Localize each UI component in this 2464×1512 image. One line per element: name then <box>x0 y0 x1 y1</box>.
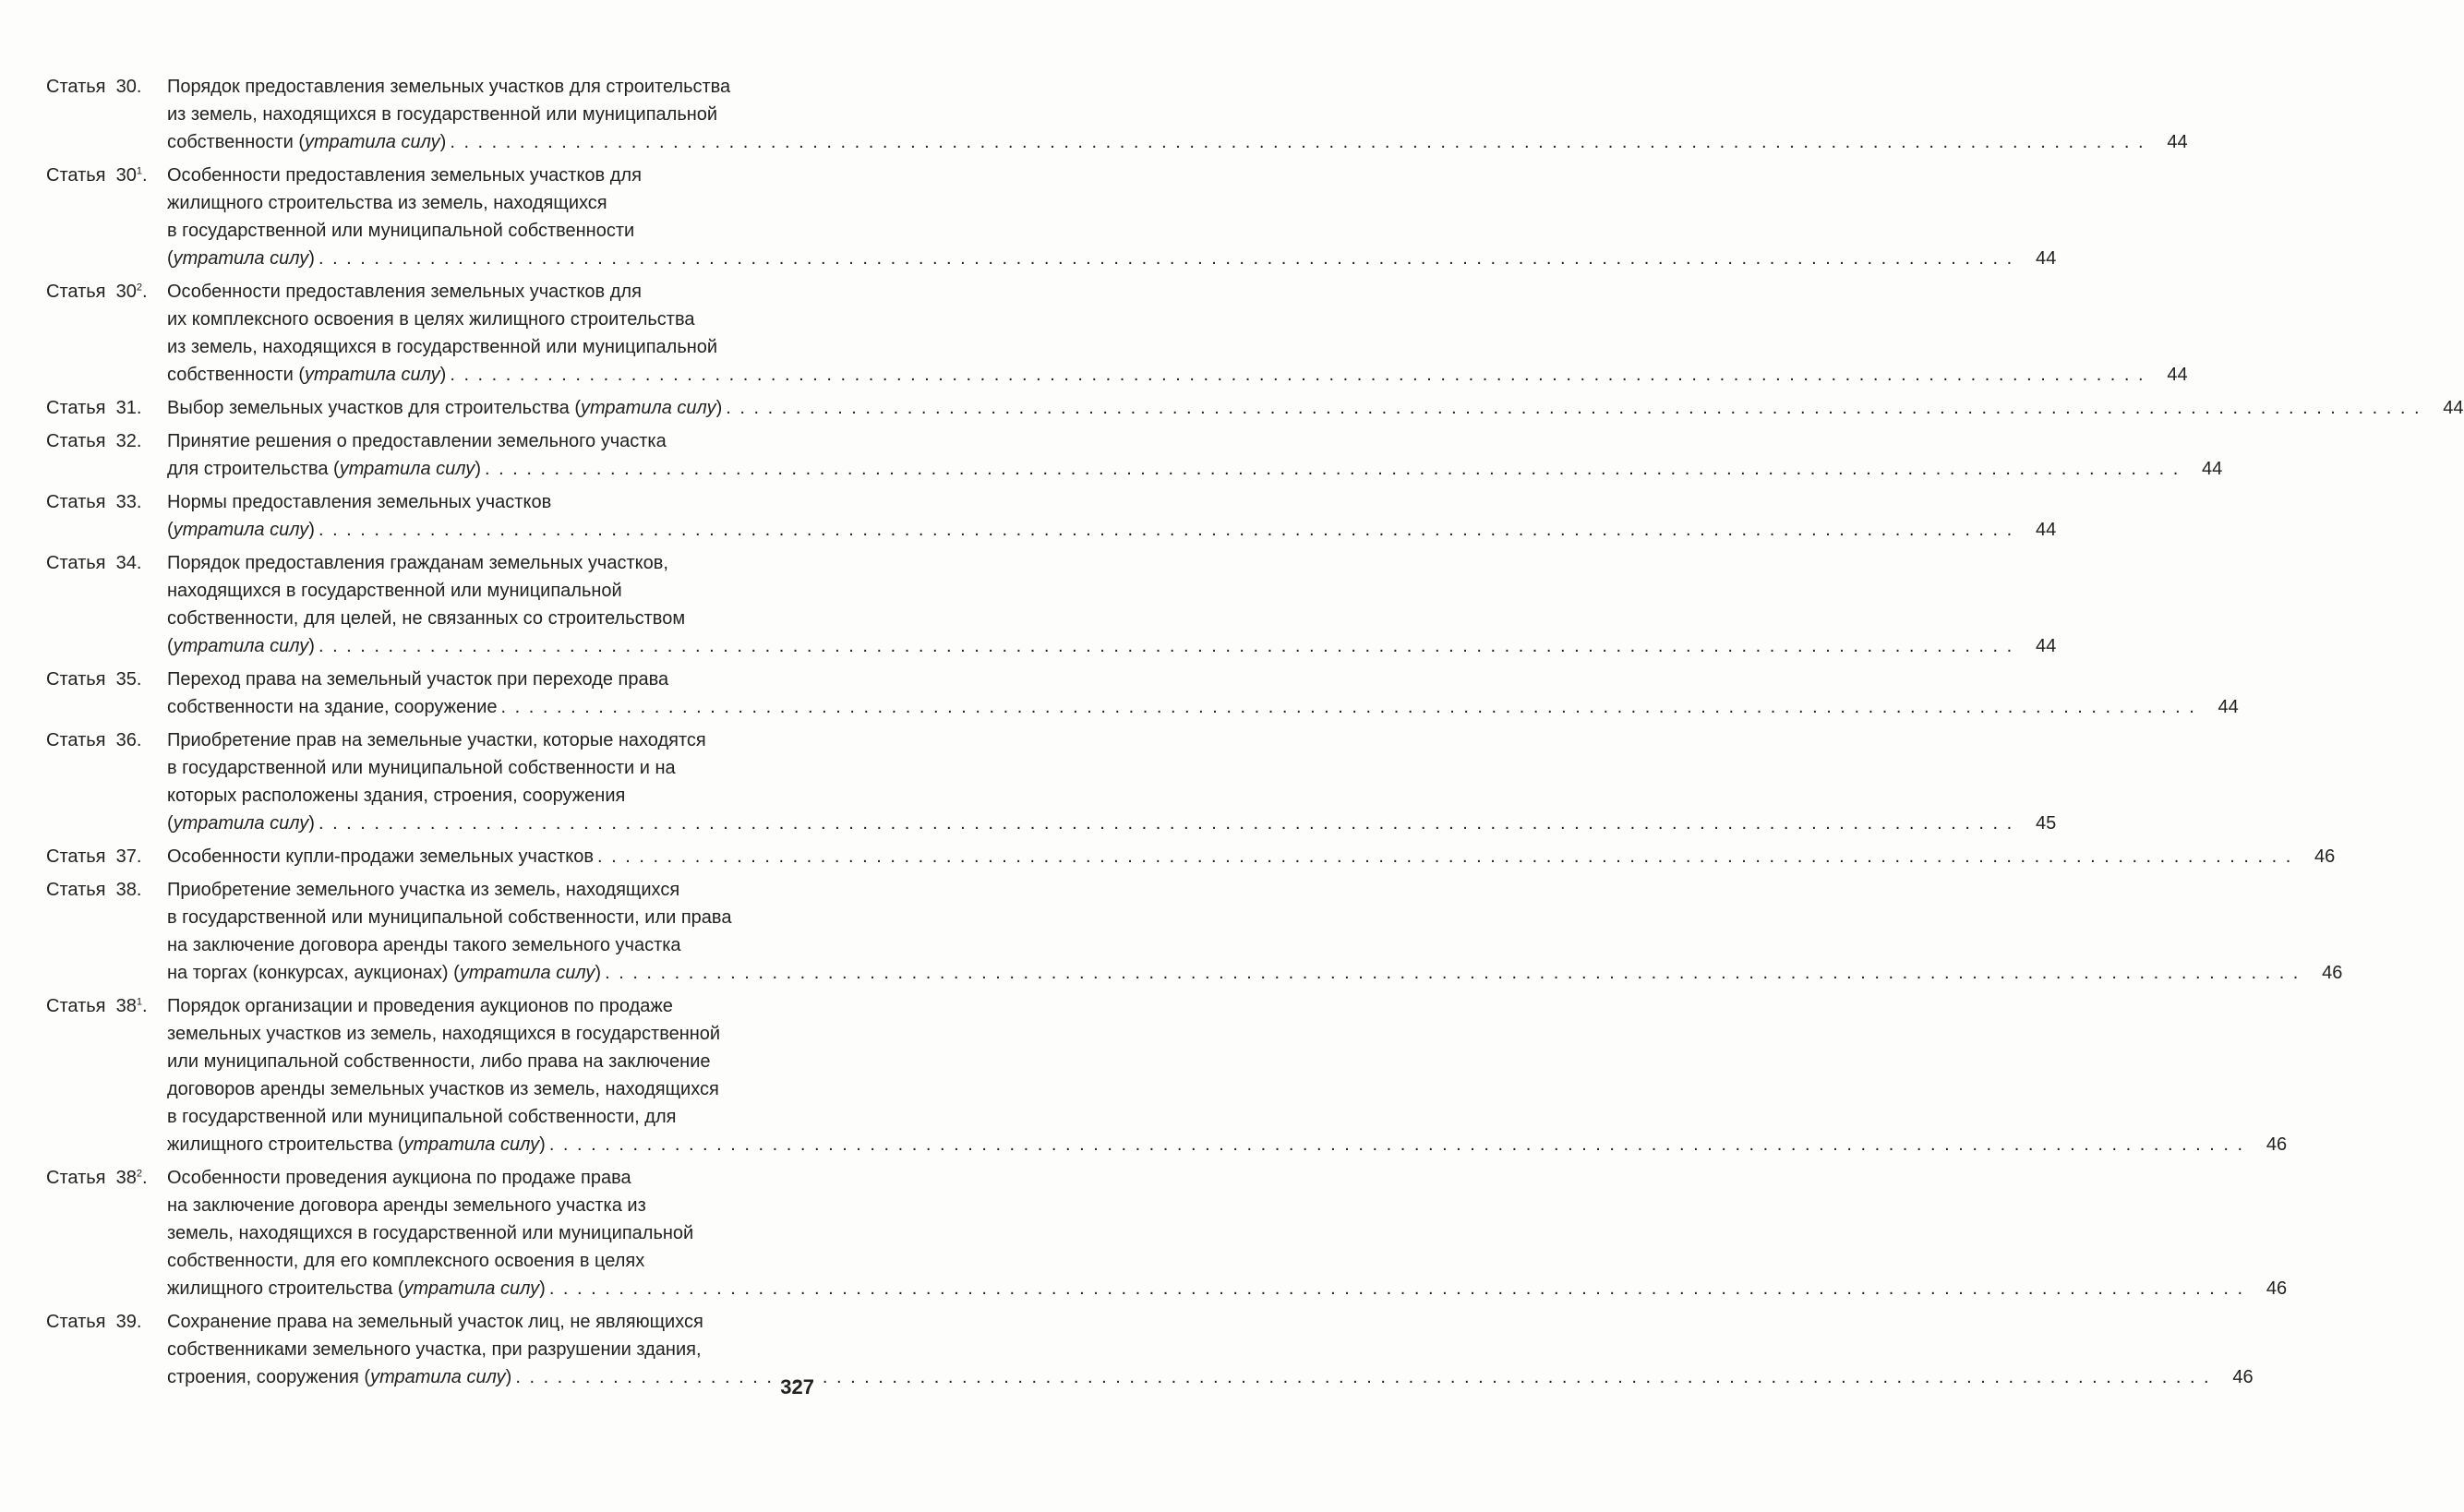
article-label: Статья <box>46 669 106 690</box>
title-line: которых расположены здания, строения, сооружения <box>167 786 626 806</box>
title-line: Порядок предоставления гражданам земельных участков, <box>167 553 668 573</box>
title-line: жилищного строительства из земель, находящихся <box>167 193 607 213</box>
dot-leader <box>319 810 2013 837</box>
dot-leader <box>515 1363 2210 1391</box>
article-label: Статья <box>46 553 106 573</box>
title-line: Сохранение права на земельный участок лиц, не являющихся <box>167 1312 703 1332</box>
toc-entry <box>46 1308 2254 1391</box>
article-label: Статья <box>46 77 106 97</box>
repealed-note: утратила силу <box>173 636 309 656</box>
table-of-contents <box>46 73 2464 1397</box>
page-reference: 44 <box>2167 365 2188 385</box>
article-label: Статья <box>46 1168 106 1188</box>
repealed-note: утратила силу <box>305 365 440 385</box>
article-number: Статья 32. <box>46 431 142 451</box>
title-line: на заключение договора аренды земельного участка из <box>167 1195 646 1216</box>
title-line: собственности, для его комплексного освоения в целях <box>167 1251 645 1271</box>
title-line: земельных участков из земель, находящихся в государственной <box>167 1024 721 1044</box>
article-num: 39 <box>115 1312 137 1332</box>
title-line: земель, находящихся в государственной или муниципальной <box>167 1223 694 1243</box>
dot-leader <box>726 394 2421 422</box>
title-line: собственниками земельного участка, при разрушении здания, <box>167 1339 702 1360</box>
page-reference: 46 <box>2322 963 2343 983</box>
page-reference: 45 <box>2035 813 2057 834</box>
article-num: 37 <box>115 846 137 867</box>
article-number: Статья $30^1$. <box>46 165 148 186</box>
page-reference: 44 <box>2202 459 2223 479</box>
repealed-note: утратила силу <box>339 459 475 479</box>
dot-leader <box>450 128 2145 156</box>
title-text: жилищного строительства <box>167 1278 398 1299</box>
article-num: 38 <box>115 996 137 1016</box>
title-line: на заключение договора аренды такого земельного участка <box>167 935 681 955</box>
title-last-line: (утратила силу) . . . 44 <box>167 245 2056 272</box>
article-number: Статья $38^1$. <box>46 996 148 1016</box>
article-number: Статья 31. <box>46 398 142 418</box>
toc-entry <box>46 278 2188 389</box>
article-num: 38 <box>115 880 137 900</box>
article-num: 33 <box>115 492 137 512</box>
repealed-note: утратила силу <box>173 248 309 269</box>
title-line: договоров аренды земельных участков из земель, находящихся <box>167 1079 719 1099</box>
dot-leader <box>485 455 2180 483</box>
dot-leader <box>597 843 2292 870</box>
title-line: Порядок организации и проведения аукционов по продаже <box>167 996 673 1016</box>
article-num: 31 <box>115 398 137 418</box>
article-label: Статья <box>46 431 106 451</box>
dot-leader <box>319 632 2013 660</box>
page-reference: 44 <box>2035 520 2057 540</box>
title-text: строения, сооружения <box>167 1367 365 1387</box>
article-label: Статья <box>46 165 106 186</box>
article-num-superscript: 2 <box>136 282 142 294</box>
toc-entry <box>46 488 2057 544</box>
article-num-superscript: 2 <box>136 1168 142 1180</box>
article-number: Статья $30^2$. <box>46 282 148 302</box>
article-num: 30 <box>115 165 137 186</box>
title-text: собственности на здание, сооружение <box>167 697 498 717</box>
title-line: из земель, находящихся в государственной или муниципальной <box>167 337 718 357</box>
title-last-line: на торгах (конкурсах, аукционах) (утратила силу) . . . 46 <box>167 959 2342 987</box>
title-text: Выбор земельных участков для строительства <box>167 398 575 418</box>
title-line: их комплексного освоения в целях жилищного строительства <box>167 309 695 330</box>
article-label: Статья <box>46 282 106 302</box>
dot-leader <box>549 1275 2244 1302</box>
dot-leader <box>319 245 2013 272</box>
repealed-note: утратила силу <box>459 963 595 983</box>
article-number: Статья $38^2$. <box>46 1168 148 1188</box>
article-number: Статья 34. <box>46 553 142 573</box>
title-text: собственности <box>167 132 299 152</box>
toc-entry <box>46 992 2288 1158</box>
page-number: 327 <box>780 1375 814 1398</box>
dot-leader <box>319 516 2013 544</box>
title-last-line: строения, сооружения (утратила силу) . . . 46 <box>167 1363 2254 1391</box>
article-label: Статья <box>46 846 106 867</box>
title-last-line: жилищного строительства (утратила силу) . . . 46 <box>167 1131 2287 1158</box>
title-text: для строительства <box>167 459 334 479</box>
title-text: собственности <box>167 365 299 385</box>
title-last-line: собственности (утратила силу) . . . 44 <box>167 128 2188 156</box>
repealed-note: утратила силу <box>403 1278 540 1299</box>
title-line: Переход права на земельный участок при переходе права <box>167 669 669 690</box>
repealed-note: утратила силу <box>403 1134 540 1155</box>
repealed-note: утратила силу <box>173 813 309 834</box>
page-reference: 44 <box>2167 132 2188 152</box>
page-reference: 44 <box>2035 248 2057 269</box>
title-line: в государственной или муниципальной собственности <box>167 221 635 241</box>
title-line: в государственной или муниципальной собственности, или права <box>167 907 732 928</box>
title-line: Нормы предоставления земельных участков <box>167 492 552 512</box>
dot-leader <box>501 693 2196 721</box>
toc-entry <box>46 549 2057 660</box>
title-text: на торгах (конкурсах, аукционах) <box>167 963 454 983</box>
title-text: Особенности купли-продажи земельных участков <box>167 846 594 867</box>
page-reference: 44 <box>2035 636 2057 656</box>
article-label: Статья <box>46 1312 106 1332</box>
article-number: Статья 37. <box>46 846 142 867</box>
page-reference: 44 <box>2443 398 2464 418</box>
article-num: 34 <box>115 553 137 573</box>
dot-leader <box>549 1131 2244 1158</box>
title-last-line <box>167 843 2335 870</box>
repealed-note: утратила силу <box>581 398 716 418</box>
repealed-note: утратила силу <box>305 132 440 152</box>
title-last-line: (утратила силу) . . . 45 <box>167 810 2056 837</box>
title-last-line: жилищного строительства (утратила силу) . . . 46 <box>167 1275 2287 1302</box>
title-line: Приобретение прав на земельные участки, которые находятся <box>167 730 706 750</box>
toc-entry <box>46 843 2336 870</box>
toc-entry <box>46 394 2464 422</box>
article-num: 38 <box>115 1168 137 1188</box>
toc-entry <box>46 73 2188 156</box>
title-line: находящихся в государственной или муниципальной <box>167 581 622 601</box>
page-reference: 46 <box>2266 1134 2288 1155</box>
title-last-line: собственности (утратила силу) . . . 44 <box>167 361 2188 389</box>
title-last-line: (утратила силу) . . . 44 <box>167 632 2056 660</box>
title-line: собственности, для целей, не связанных со строительством <box>167 608 686 629</box>
toc-entry <box>46 726 2057 837</box>
title-line: в государственной или муниципальной собственности, для <box>167 1107 677 1127</box>
dot-leader <box>605 959 2300 987</box>
repealed-note: утратила силу <box>173 520 309 540</box>
article-label: Статья <box>46 492 106 512</box>
article-number: Статья 33. <box>46 492 142 512</box>
article-label: Статья <box>46 880 106 900</box>
article-num: 36 <box>115 730 137 750</box>
article-num: 32 <box>115 431 137 451</box>
repealed-note: утратила силу <box>370 1367 506 1387</box>
article-num-superscript: 1 <box>136 165 142 177</box>
title-last-line: Выбор земельных участков для строительства (утратила силу) . . . 44 <box>167 394 2464 422</box>
title-line: из земель, находящихся в государственной или муниципальной <box>167 104 718 125</box>
toc-entry <box>46 427 2223 483</box>
toc-entry <box>46 876 2343 987</box>
article-number: Статья 36. <box>46 730 142 750</box>
title-last-line: (утратила силу) . . . 44 <box>167 516 2056 544</box>
toc-entry <box>46 666 2239 721</box>
title-line: Особенности проведения аукциона по продаже права <box>167 1168 631 1188</box>
article-label: Статья <box>46 996 106 1016</box>
title-last-line: для строительства (утратила силу) . . . 44 <box>167 455 2222 483</box>
article-number: Статья 38. <box>46 880 142 900</box>
page-reference: 46 <box>2314 846 2336 867</box>
toc-entry <box>46 162 2057 272</box>
article-number: Статья 39. <box>46 1312 142 1332</box>
title-line: в государственной или муниципальной собственности и на <box>167 758 676 778</box>
page-reference: 44 <box>2218 697 2239 717</box>
title-line: Особенности предоставления земельных участков для <box>167 282 642 302</box>
article-label: Статья <box>46 398 106 418</box>
toc-entry <box>46 1164 2288 1302</box>
article-num: 30 <box>115 282 137 302</box>
title-line: Принятие решения о предоставлении земельного участка <box>167 431 667 451</box>
article-num-superscript: 1 <box>136 996 142 1008</box>
title-text: жилищного строительства <box>167 1134 398 1155</box>
article-num: 30 <box>115 77 137 97</box>
page-reference: 46 <box>2232 1367 2254 1387</box>
article-num: 35 <box>115 669 137 690</box>
title-line: Порядок предоставления земельных участков для строительства <box>167 77 731 97</box>
title-line: Особенности предоставления земельных участков для <box>167 165 642 186</box>
dot-leader <box>450 361 2145 389</box>
title-line: Приобретение земельного участка из земель, находящихся <box>167 880 680 900</box>
article-number: Статья 35. <box>46 669 142 690</box>
article-label: Статья <box>46 730 106 750</box>
page-reference: 46 <box>2266 1278 2288 1299</box>
article-number: Статья 30. <box>46 77 142 97</box>
title-line: или муниципальной собственности, либо права на заключение <box>167 1051 711 1072</box>
title-last-line <box>167 693 2239 721</box>
